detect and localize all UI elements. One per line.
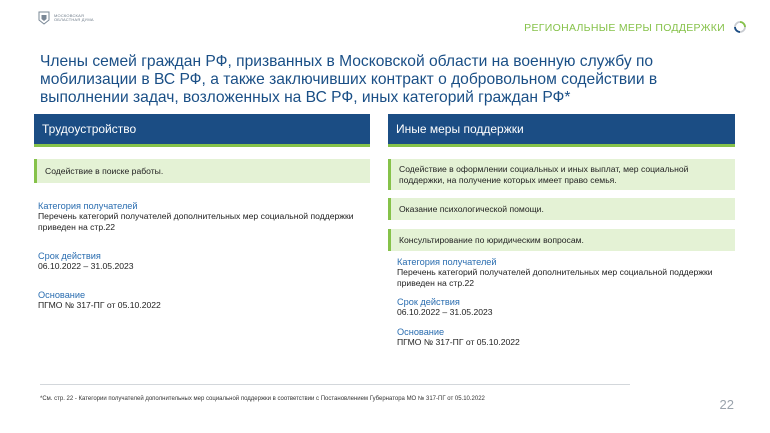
support-item: Консультирование по юридическим вопросам.: [388, 229, 735, 251]
section-label: РЕГИОНАЛЬНЫЕ МЕРЫ ПОДДЕРЖКИ: [524, 22, 725, 34]
basis-label: Основание: [38, 290, 86, 300]
basis-value: ПГМО № 317-ПГ от 05.10.2022: [397, 337, 520, 347]
period-label: Срок действия: [38, 251, 101, 261]
emblem-icon: [38, 11, 50, 25]
support-item: Оказание психологической помощи.: [388, 198, 735, 220]
logo: [38, 11, 98, 25]
category-value: Перечень категорий получателей дополнительных мер социальной поддержки приведен на стр.22: [38, 211, 354, 232]
category-value: Перечень категорий получателей дополнительных мер социальной поддержки приведен на стр.22: [397, 267, 713, 288]
footnote: *См. стр. 22 - Категории получателей дополнительных мер социальной поддержки в соответствии с Постановлением Губернатора МО № 317-ПГ от 05.10.2022: [40, 396, 485, 402]
page-number: 22: [719, 397, 734, 412]
category-label: Категория получателей: [38, 201, 138, 211]
period-value: 06.10.2022 – 31.05.2023: [397, 307, 493, 317]
support-item: Содействие в оформлении социальных и иных выплат, мер социальной поддержки, на получение которых имеет право семья.: [388, 159, 735, 190]
period-label: Срок действия: [397, 297, 460, 307]
refresh-icon: [733, 20, 747, 34]
category-label: Категория получателей: [397, 257, 497, 267]
column-header-other-support: Иные меры поддержки: [388, 114, 735, 147]
support-item: Содействие в поиске работы.: [34, 159, 370, 183]
page-title: Члены семей граждан РФ, призванных в Московской области на военную службу по мобилизации в ВС РФ, а также заключивших контракт о добровольном содействии в выполнении задач, возложенных на ВС РФ, иных категорий граждан РФ*: [40, 53, 658, 106]
period-value: 06.10.2022 – 31.05.2023: [38, 261, 134, 271]
footnote-divider: [40, 384, 630, 385]
basis-label: Основание: [397, 327, 445, 337]
logo-text: МОСКОВСКАЯ ОБЛАСТНАЯ ДУМА: [54, 12, 94, 22]
basis-value: ПГМО № 317-ПГ от 05.10.2022: [38, 300, 161, 310]
column-header-employment: Трудоустройство: [34, 114, 370, 147]
